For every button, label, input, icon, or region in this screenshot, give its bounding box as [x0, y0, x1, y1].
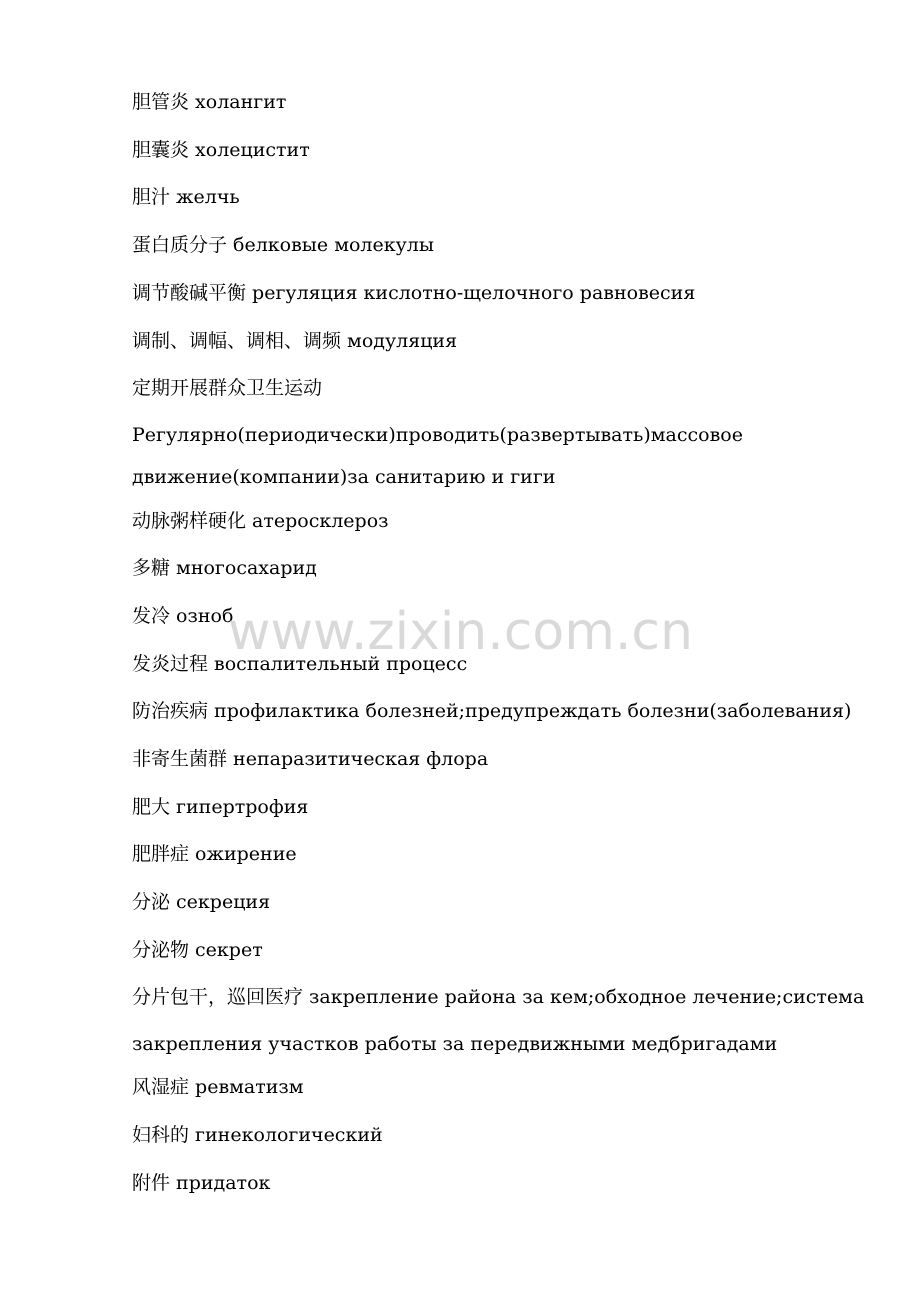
term-line: 发冷 озноб: [132, 605, 234, 627]
term-line: 肥胖症 ожирение: [132, 843, 297, 865]
term-line: 分泌 секреция: [132, 891, 271, 913]
term-line: 发炎过程 воспалительный процесс: [132, 653, 468, 675]
term-line: 胆囊炎 холецистит: [132, 139, 310, 161]
term-line: движение(компании)за санитарию и гиги: [132, 466, 556, 488]
term-line: 非寄生菌群 непаразитическая флора: [132, 748, 489, 770]
term-line: Регулярно(периодически)проводить(развертывать)массовое: [132, 424, 743, 446]
term-line: 胆汁 желчь: [132, 186, 240, 208]
term-line: 调制、调幅、调相、调频 модуляция: [132, 330, 458, 352]
term-line: закрепления участков работы за передвижными медбригадами: [132, 1033, 778, 1055]
term-line: 动脉粥样硬化 атеросклероз: [132, 510, 389, 532]
term-line: 妇科的 гинекологический: [132, 1124, 383, 1146]
term-line: 蛋白质分子 белковые молекулы: [132, 234, 434, 256]
term-line: 调节酸碱平衡 регуляция кислотно-щелочного равновесия: [132, 282, 696, 304]
term-line: 分泌物 секрет: [132, 939, 263, 961]
term-line: 肥大 гипертрофия: [132, 796, 309, 818]
term-line: 定期开展群众卫生运动: [132, 377, 323, 399]
term-line: 风湿症 ревматизм: [132, 1076, 304, 1098]
term-line: 防治疾病 профилактика болезней;предупреждать болезни(заболевания): [132, 700, 852, 722]
term-line: 胆管炎 холангит: [132, 91, 287, 113]
term-line: 附件 придаток: [132, 1172, 271, 1194]
watermark: www.zixin.com.cn: [228, 602, 693, 662]
term-line: 多糖 многосахарид: [132, 557, 317, 579]
term-line: 分片包干，巡回医疗 закрепление района за кем;обходное лечение;система: [132, 986, 865, 1008]
